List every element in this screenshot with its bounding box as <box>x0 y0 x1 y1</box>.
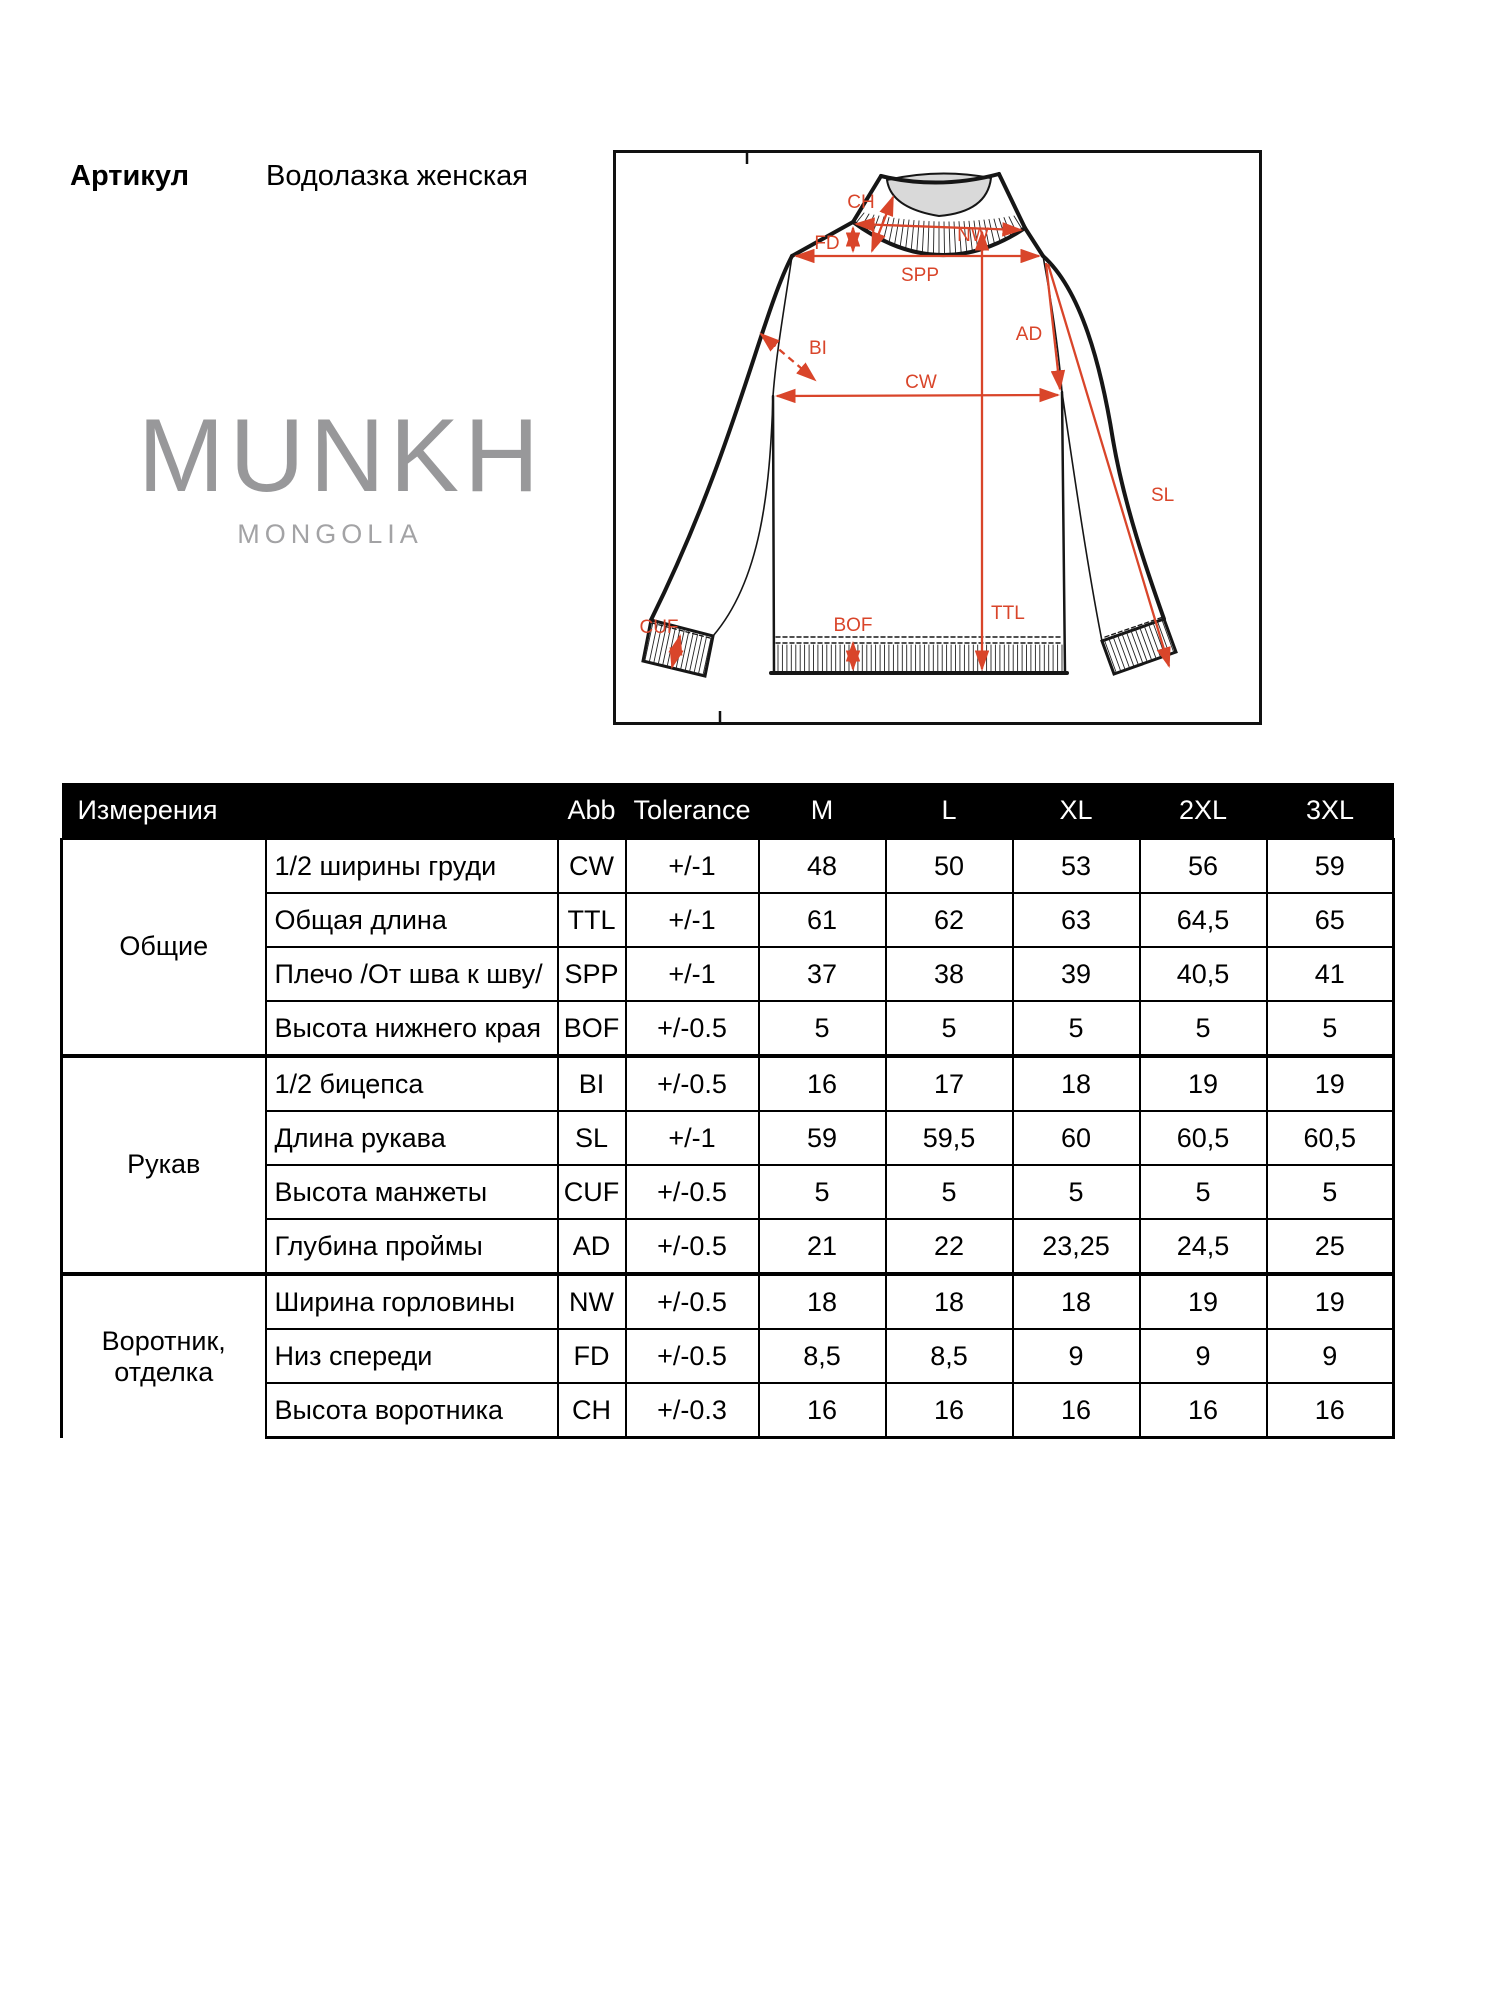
measurement-tolerance: +/-0.3 <box>626 1383 759 1438</box>
measurement-tolerance: +/-0.5 <box>626 1274 759 1329</box>
measurement-value: 8,5 <box>886 1329 1013 1383</box>
measurement-abb: NW <box>558 1274 626 1329</box>
measurement-name: Общая длина <box>266 893 558 947</box>
measurement-value: 60 <box>1013 1111 1140 1165</box>
label-nw: NW <box>957 225 989 246</box>
measurement-name: Высота нижнего края <box>266 1001 558 1056</box>
group-label: Общие <box>62 839 266 1056</box>
measurement-tolerance: +/-1 <box>626 839 759 893</box>
group-label: Рукав <box>62 1056 266 1274</box>
header-abb: Abb <box>558 783 626 839</box>
measurement-value: 19 <box>1140 1056 1267 1111</box>
measurement-value: 19 <box>1267 1056 1394 1111</box>
measurement-abb: BOF <box>558 1001 626 1056</box>
measurement-value: 25 <box>1267 1219 1394 1274</box>
measurement-name: 1/2 бицепса <box>266 1056 558 1111</box>
measurement-value: 59 <box>1267 839 1394 893</box>
measurement-value: 53 <box>1013 839 1140 893</box>
measurement-abb: BI <box>558 1056 626 1111</box>
measurement-value: 23,25 <box>1013 1219 1140 1274</box>
measurement-value: 18 <box>759 1274 886 1329</box>
measurement-value: 24,5 <box>1140 1219 1267 1274</box>
measurement-value: 16 <box>1140 1383 1267 1438</box>
table-row <box>62 1274 1394 1329</box>
label-sl: SL <box>1151 485 1175 506</box>
measurement-value: 62 <box>886 893 1013 947</box>
measurement-value: 9 <box>1013 1329 1140 1383</box>
header-size-2xl: 2XL <box>1140 783 1267 839</box>
measurement-value: 19 <box>1140 1274 1267 1329</box>
measurement-tolerance: +/-0.5 <box>626 1056 759 1111</box>
measurement-name: Ширина горловины <box>266 1274 558 1329</box>
measurement-name: Высота воротника <box>266 1383 558 1438</box>
measurement-abb: CUF <box>558 1165 626 1219</box>
measurement-name: 1/2 ширины груди <box>266 839 558 893</box>
measurement-value: 5 <box>1267 1001 1394 1056</box>
label-cw: CW <box>905 372 937 393</box>
label-ch-icon: CH <box>847 192 875 213</box>
measurement-value: 5 <box>759 1001 886 1056</box>
header-tolerance: Tolerance <box>626 783 759 839</box>
measurement-value: 8,5 <box>759 1329 886 1383</box>
measurement-abb: TTL <box>558 893 626 947</box>
measurement-value: 21 <box>759 1219 886 1274</box>
measurement-name: Плечо /От шва к шву/ <box>266 947 558 1001</box>
measurement-value: 5 <box>1013 1001 1140 1056</box>
measurement-value: 60,5 <box>1140 1111 1267 1165</box>
measurement-abb: FD <box>558 1329 626 1383</box>
measurement-value: 16 <box>1267 1383 1394 1438</box>
measurement-abb: CW <box>558 839 626 893</box>
measurement-value: 16 <box>1013 1383 1140 1438</box>
measurement-name: Глубина проймы <box>266 1219 558 1274</box>
label-ttl: TTL <box>991 603 1025 624</box>
measurement-value: 5 <box>886 1001 1013 1056</box>
measurement-value: 5 <box>759 1165 886 1219</box>
measurement-value: 5 <box>1140 1165 1267 1219</box>
size-chart-table <box>60 783 1395 1439</box>
measurement-value: 18 <box>886 1274 1013 1329</box>
measurement-value: 19 <box>1267 1274 1394 1329</box>
label-bi: BI <box>809 338 827 359</box>
measurement-value: 56 <box>1140 839 1267 893</box>
measurement-value: 16 <box>886 1383 1013 1438</box>
measurement-value: 37 <box>759 947 886 1001</box>
measurement-value: 40,5 <box>1140 947 1267 1001</box>
label-spp: SPP <box>900 265 940 286</box>
measurement-value: 64,5 <box>1140 893 1267 947</box>
measurement-value: 48 <box>759 839 886 893</box>
label-ad: AD <box>1015 324 1043 345</box>
article-product-name: Водолазка женская <box>266 160 528 192</box>
measurement-value: 16 <box>759 1383 886 1438</box>
brand-region: MONGOLIA <box>237 519 423 549</box>
measurement-abb: AD <box>558 1219 626 1274</box>
measurement-value: 9 <box>1267 1329 1394 1383</box>
measurement-value: 63 <box>1013 893 1140 947</box>
measurement-abb: CH <box>558 1383 626 1438</box>
label-fd: FD <box>814 233 840 254</box>
header-measurements: Измерения <box>62 783 558 839</box>
measurement-value: 22 <box>886 1219 1013 1274</box>
measurement-value: 59,5 <box>886 1111 1013 1165</box>
measurement-value: 5 <box>1013 1165 1140 1219</box>
header-size-3xl: 3XL <box>1267 783 1394 839</box>
sweater-measurement-diagram <box>613 150 1262 725</box>
measurement-tolerance: +/-0.5 <box>626 1001 759 1056</box>
brand-logo: MUNKH <box>137 398 545 514</box>
measurement-tolerance: +/-0.5 <box>626 1219 759 1274</box>
measure-line-cw <box>777 395 1058 396</box>
table-row <box>62 839 1394 893</box>
article-label: Артикул <box>70 160 189 192</box>
measurement-abb: SPP <box>558 947 626 1001</box>
measurement-value: 16 <box>759 1056 886 1111</box>
label-bof: BOF <box>833 615 873 636</box>
measurement-value: 65 <box>1267 893 1394 947</box>
measurement-value: 5 <box>1140 1001 1267 1056</box>
measurement-value: 17 <box>886 1056 1013 1111</box>
measurement-value: 18 <box>1013 1274 1140 1329</box>
measurement-value: 61 <box>759 893 886 947</box>
measurement-value: 60,5 <box>1267 1111 1394 1165</box>
header-size-xl: XL <box>1013 783 1140 839</box>
measurement-value: 5 <box>1267 1165 1394 1219</box>
header-size-m: M <box>759 783 886 839</box>
table-row <box>62 1056 1394 1111</box>
measurement-value: 39 <box>1013 947 1140 1001</box>
measurement-value: 41 <box>1267 947 1394 1001</box>
header-size-l: L <box>886 783 1013 839</box>
measurement-abb: SL <box>558 1111 626 1165</box>
measurement-value: 18 <box>1013 1056 1140 1111</box>
group-label: Воротник, отделка <box>62 1274 266 1438</box>
measurement-value: 9 <box>1140 1329 1267 1383</box>
measurement-name: Низ спереди <box>266 1329 558 1383</box>
measurement-name: Высота манжеты <box>266 1165 558 1219</box>
measurement-value: 59 <box>759 1111 886 1165</box>
measurement-tolerance: +/-1 <box>626 947 759 1001</box>
measurement-tolerance: +/-1 <box>626 1111 759 1165</box>
measurement-name: Длина рукава <box>266 1111 558 1165</box>
measurement-value: 5 <box>886 1165 1013 1219</box>
measurement-value: 50 <box>886 839 1013 893</box>
measurement-tolerance: +/-0.5 <box>626 1165 759 1219</box>
label-cuf: CUF <box>639 617 679 638</box>
measurement-value: 38 <box>886 947 1013 1001</box>
measurement-tolerance: +/-1 <box>626 893 759 947</box>
measurement-tolerance: +/-0.5 <box>626 1329 759 1383</box>
table-header-row <box>62 783 1394 839</box>
